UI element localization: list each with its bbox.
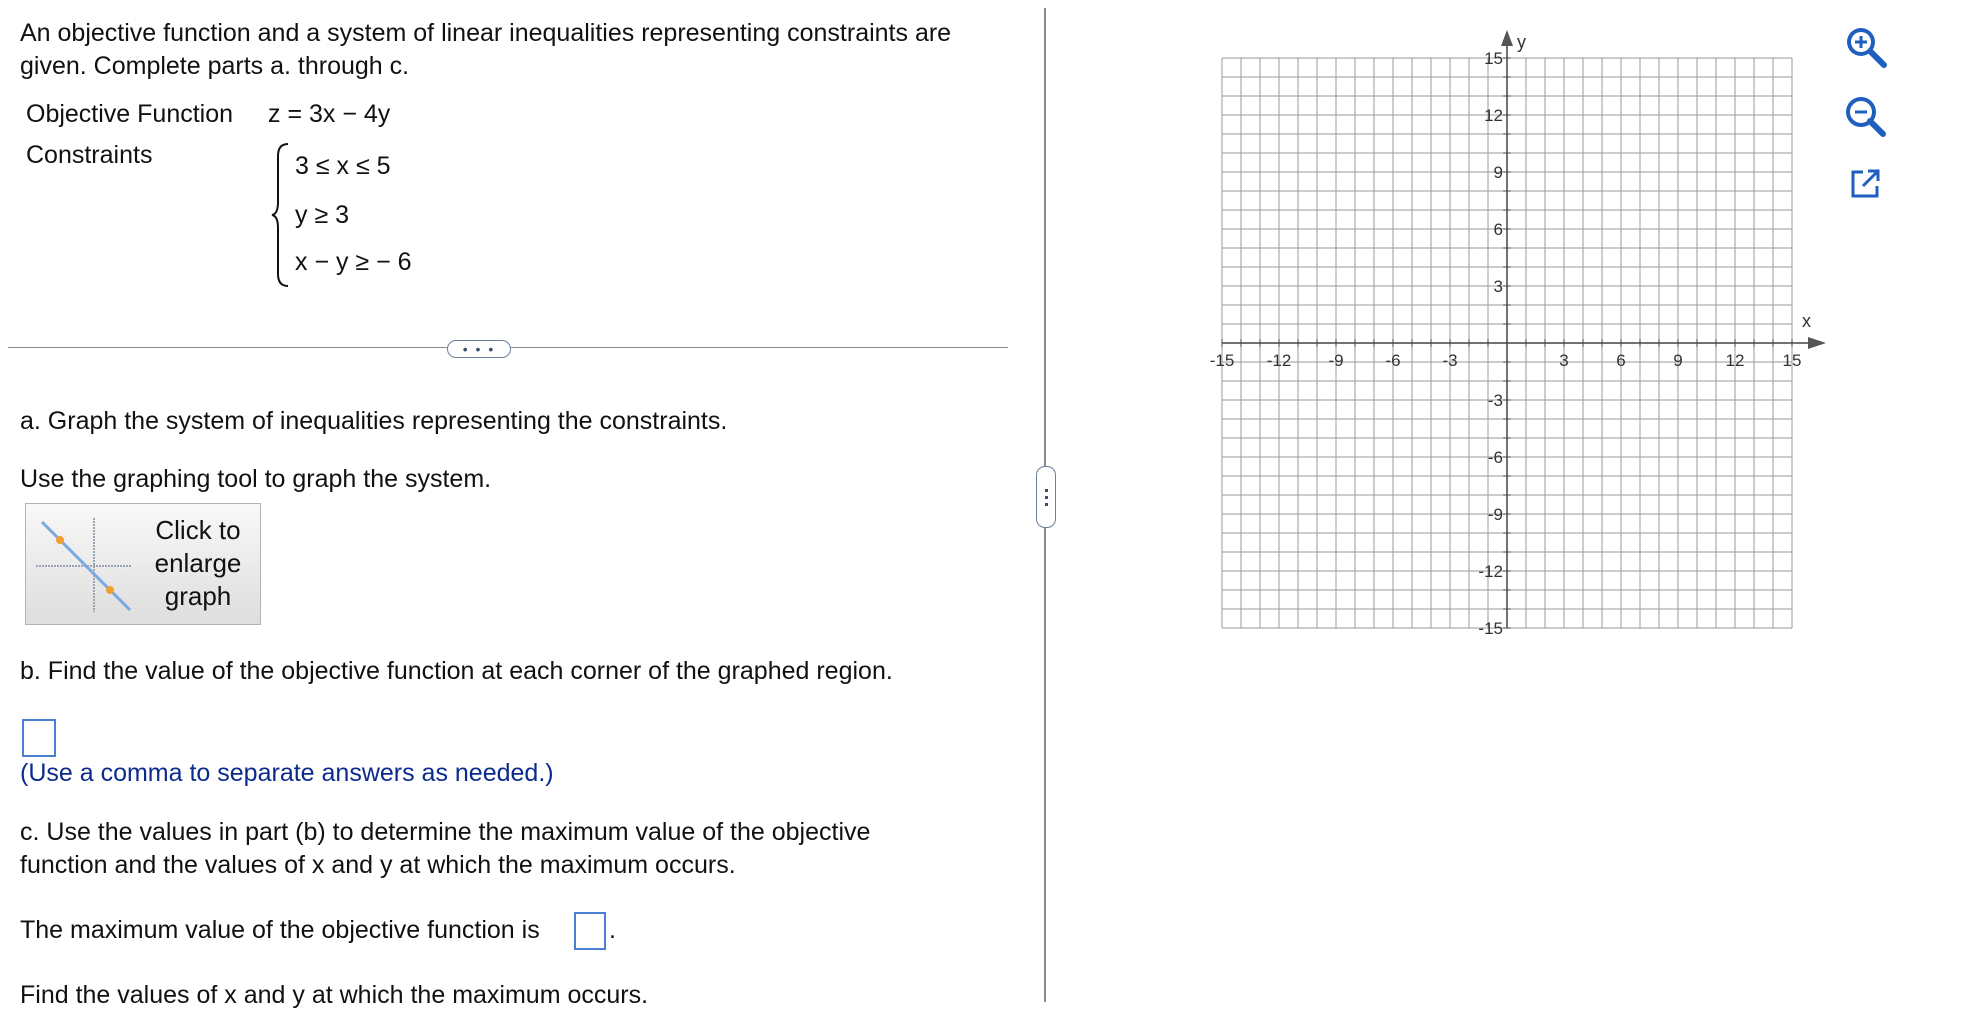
part-b-hint: (Use a comma to separate answers as needed.): [20, 759, 554, 787]
x-tick-label: -3: [1442, 351, 1458, 370]
y-tick-label: 6: [1493, 220, 1503, 239]
part-c-title-line2: function and the values of x and y at which the maximum occurs.: [20, 851, 736, 879]
y-axis-arrow: [1501, 30, 1513, 46]
x-tick-label: -15: [1209, 351, 1235, 370]
max-value-prefix: The maximum value of the objective function is: [20, 916, 540, 944]
constraint-3: x − y ≥ − 6: [295, 248, 412, 276]
zoom-out-button[interactable]: [1841, 92, 1889, 140]
more-button[interactable]: • • •: [447, 340, 511, 358]
constraint-1: 3 ≤ x ≤ 5: [295, 152, 391, 180]
x-tick-label: -6: [1385, 351, 1401, 370]
y-tick-label: 15: [1484, 49, 1503, 68]
x-tick-label: -12: [1266, 351, 1292, 370]
find-xy-text: Find the values of x and y at which the maximum occurs.: [20, 981, 649, 1009]
objective-expression: z = 3x − 4y: [268, 100, 391, 128]
zoom-out-icon: [1842, 93, 1888, 139]
zoom-in-button[interactable]: [1841, 22, 1889, 70]
x-tick-label: 9: [1673, 351, 1683, 370]
constraints-label: Constraints: [26, 141, 153, 169]
part-b-title: b. Find the value of the objective function at each corner of the graphed region.: [20, 657, 893, 685]
x-axis-label: x: [1802, 311, 1811, 331]
x-tick-label: 3: [1559, 351, 1569, 370]
part-c-title-line1: c. Use the values in part (b) to determine the maximum value of the objective: [20, 818, 871, 846]
zoom-in-icon: [1842, 23, 1888, 69]
y-tick-label: -6: [1487, 448, 1503, 467]
y-tick-label: 9: [1493, 163, 1503, 182]
graph-thumbnail-icon: [34, 514, 134, 614]
max-value-suffix: .: [609, 916, 616, 944]
x-tick-label: 6: [1616, 351, 1626, 370]
pane-splitter-handle[interactable]: [1036, 466, 1056, 528]
y-tick-label: -12: [1478, 562, 1503, 581]
problem-intro: An objective function and a system of linear inequalities representing constraints are given. Complete parts a. through c.: [20, 19, 952, 80]
enlarge-graph-label: Click to enlarge graph: [154, 515, 242, 611]
left-brace: [270, 142, 292, 288]
y-tick-label: 3: [1493, 277, 1503, 296]
max-value-input[interactable]: [574, 912, 606, 950]
popout-icon: [1847, 166, 1883, 202]
x-axis-arrow: [1808, 337, 1826, 349]
part-a-instruction: Use the graphing tool to graph the system.: [20, 465, 492, 493]
y-tick-label: -3: [1487, 391, 1503, 410]
objective-label: Objective Function: [26, 100, 234, 128]
y-tick-label: -15: [1478, 619, 1503, 638]
popout-button[interactable]: [1841, 160, 1889, 208]
y-tick-label: -9: [1487, 505, 1503, 524]
x-tick-label: -9: [1328, 351, 1344, 370]
enlarge-graph-button[interactable]: [25, 503, 261, 625]
y-axis-label: y: [1517, 32, 1526, 52]
part-a-title: a. Graph the system of inequalities representing the constraints.: [20, 407, 728, 435]
y-tick-label: 12: [1484, 106, 1503, 125]
x-tick-label: 15: [1782, 351, 1802, 370]
coordinate-graph[interactable]: [1200, 20, 1840, 640]
part-b-answer-input[interactable]: [22, 719, 56, 757]
constraint-2: y ≥ 3: [295, 201, 350, 229]
x-tick-label: 12: [1725, 351, 1745, 370]
